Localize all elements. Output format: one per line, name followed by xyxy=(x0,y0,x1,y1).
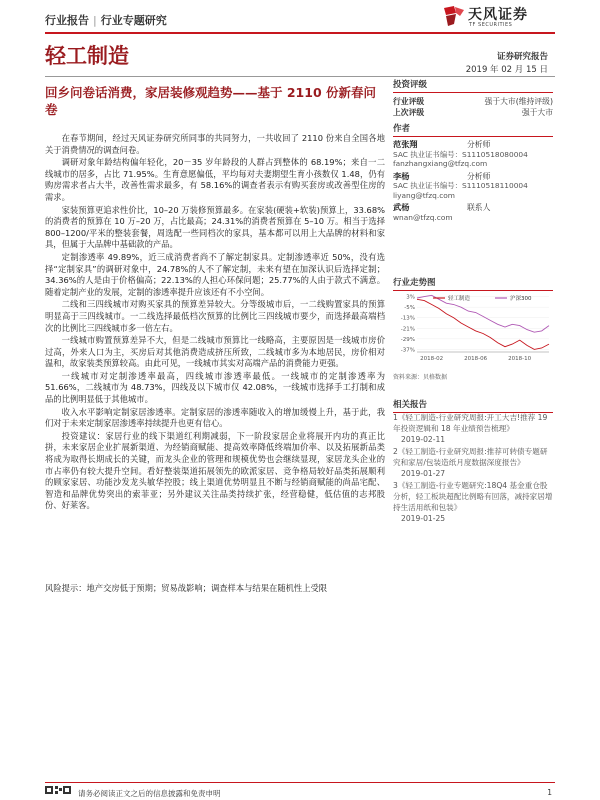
last-rating-label: 上次评级 xyxy=(393,108,425,117)
page-number: 1 xyxy=(547,788,552,797)
paragraph-budget: 家装预算更追求性价比，10–20 万装修预算最多。在家装(硬装+软装)预算上，33.68%的消费者的预算在 10 万–20 万，占比最高；24.31%的消费者预算在 5–10 万。相当于选择 800–1200/平米的整装套餐，周选配一些同档次的家具，基本都可以用上大品牌的材料和家具，但属于大品牌中基础款的产品。 xyxy=(45,204,385,250)
analyst-entry xyxy=(393,172,553,201)
related-reports-list xyxy=(393,412,553,525)
paragraph-customization: 定制渗透率 49.89%，近三成消费者尚不了解定制家具。定制渗透率近 50%，没有选择“定制家具”的调研对象中，24.78%的人不了解定制，未来有望在加深认识后选择定制；34.36%的人是由于价格偏高；22.13%的人担心环保问题；25.77%的人由于款式不满意。随着定制产业的发展，定制的渗透率提升应该还有不小空间。 xyxy=(45,251,385,297)
report-category-label: 行业报告 xyxy=(45,14,89,27)
report-subcategory-label: 行业专题研究 xyxy=(100,14,167,27)
related-report-date: 2019-01-27 xyxy=(401,469,446,478)
legend-label: 沪深300 xyxy=(510,296,532,302)
y-tick-label: -13% xyxy=(400,315,415,322)
related-report-item[interactable] xyxy=(393,412,553,445)
analyst-role: 分析师 xyxy=(467,140,491,149)
paragraph-income: 收入水平影响定制家居渗透率。定制家居的渗透率随收入的增加缓慢上升，基于此，我们对于未来定制家居渗透率持续提升也更有信心。 xyxy=(45,406,385,429)
related-report-title[interactable]: 3《轻工制造-行业专题研究:18Q4 基金重仓股分析，轻工板块超配比例略有回落，减持家居增持生活用纸和包装》 xyxy=(393,481,553,512)
analyst-cert: SAC 执业证书编号：S1110518110004 xyxy=(393,181,528,190)
analyst-role: 分析师 xyxy=(467,171,491,181)
analyst-cert: SAC 执业证书编号：S1110518080004 xyxy=(393,149,528,159)
trend-section-title: 行业走势图 xyxy=(393,276,553,291)
related-report-title[interactable]: 2《轻工制造-行业研究周报:推荐可转债专题研究和家居/包装造纸月度数据深度报告》 xyxy=(393,447,548,467)
paragraph-intro: 在春节期间，经过天风证券研究所同事的共同努力，一共收回了 2110 份来自全国各地关于消费情况的调查问卷。 xyxy=(45,133,385,155)
analysts-section-title: 作者 xyxy=(393,122,553,137)
paragraph-penetration: 一线城市对定制渗透率最高，四线城市渗透率最低。一线城市的定制渗透率为 51.66%，二线城市为 48.73%，四线及以下城市仅 42.08%，一线城市选择手工打制和成品的比例明显低于其他城市。 xyxy=(45,370,385,405)
logo-subtext: TF SECURITIES xyxy=(469,22,513,28)
report-subtitle: 回乡问卷话消费，家居装修观趋势——基于 2110 份新春问卷 xyxy=(45,85,376,117)
y-tick-label: 3% xyxy=(406,294,415,301)
analyst-name: 李杨 xyxy=(393,170,410,181)
footer-qr-icon xyxy=(45,786,71,795)
x-tick-label: 2018-06 xyxy=(464,356,488,362)
trend-chart-svg xyxy=(393,290,553,368)
industry-rating-value: 强于大市(维持评级) xyxy=(484,97,553,106)
report-category: 行业报告 | 行业专题研究 xyxy=(45,14,167,27)
related-report-item[interactable] xyxy=(393,480,553,524)
title-divider xyxy=(45,76,555,77)
footer-disclaimer: 请务必阅读正文之后的信息披露和免责申明 xyxy=(78,789,221,798)
risk-warning: 风险提示：地产交房低于预期；贸易战影响；调查样本与结果在随机性上受限 xyxy=(45,583,328,593)
paragraph-tier1-vs-tier2: 一线城市购置预算差异不大，但是二线城市预算比一线略高，主要原因是一线城市房价过高，外来人口为主，买房后对其他消费造成挤压所致，二线城市多为本地居民，房价相对温和，故家装类预算较高。由此可见，一线城市其实对高端产品的消费能力更强。 xyxy=(45,335,385,369)
tf-securities-logo xyxy=(442,2,552,32)
industry-trend-chart xyxy=(393,290,553,368)
header-divider xyxy=(45,32,555,34)
paragraph-demographics: 调研对象年龄结构偏年轻化，20－35 岁年龄段的人群占到整体的 68.19%；来自一二线城市的居多，占比 71.95%。生育意愿偏低，平均每对夫妻期望生育小孩数仅 1.48，仍有购房需求者占大半，改善性需求最多，有 58.16%的调查者表示有购买套房或改善型住房的需求。 xyxy=(45,157,385,202)
related-section xyxy=(393,398,553,413)
report-date: 2019 年 02 月 15 日 xyxy=(465,65,548,75)
y-tick-label: -21% xyxy=(400,326,415,333)
analyst-entry xyxy=(393,203,553,222)
trend-section xyxy=(393,276,553,291)
paragraph-investment: 投资建议：家居行业的线下渠道红利期减弱，下一阶段家居企业将展开内功的真正比拼，未来家居企业扩展新渠道、为经销商赋能、提高效率降低终端加价率、以及拓展新品类将成为取得长期成长的关键，而龙头企业的管理和规模优势也会继续显现，家居龙头企业的市占率仍有较大提升空间。看好整装渠道拓展领先的欧派家居、竞争格局较好品类拓展顺利的顾家家居、功能沙发龙头敏华控股；线上渠道优势明显且不断与经销商赋能的尚品宅配、智造和品牌优势突出的索菲亚；另外建议关注品类持续扩张，经营稳健，低估值的志邦股份、好莱客。 xyxy=(45,430,385,511)
chart-source: 资料来源：贝格数据 xyxy=(393,374,448,381)
analysts-section xyxy=(393,122,553,222)
rating-section-title: 投资评级 xyxy=(393,78,553,93)
last-rating-value: 强于大市 xyxy=(521,108,553,117)
analyst-role: 联系人 xyxy=(467,203,491,212)
y-tick-label: -5% xyxy=(404,305,415,312)
main-body xyxy=(45,133,385,513)
page-title: 轻工制造 xyxy=(45,43,129,68)
report-type: 证券研究报告 xyxy=(496,52,548,62)
tf-logo-icon xyxy=(442,4,466,28)
analyst-email[interactable]: fanzhangxiang@tfzq.com xyxy=(393,159,488,168)
last-rating-row xyxy=(393,107,553,118)
related-report-date: 2019-01-25 xyxy=(401,514,446,523)
logo-text: 天风证券 xyxy=(468,7,528,23)
y-tick-label: -37% xyxy=(400,347,415,354)
analyst-name: 范张翔 xyxy=(393,139,418,149)
y-tick-label: -29% xyxy=(400,336,415,343)
footer-divider xyxy=(45,782,555,783)
legend-label: 轻工制造 xyxy=(448,296,471,302)
analyst-email[interactable]: liyang@tfzq.com xyxy=(393,190,455,200)
analyst-entry xyxy=(393,140,553,169)
related-report-title[interactable]: 1《轻工制造-行业研究周报:开工大吉!推荐 19 年投资逻辑和 18 年业绩预告梳理》 xyxy=(393,413,548,433)
paragraph-city-tiers: 二线和三四线城市对购买家具的预算差异较大。分等级城市后，一二线购置家具的预算明显高于三四线城市。一二线选择最低档次预算的比例比三四线城市要少，而选择最高端档次的比例比三四线城市多一倍左右。 xyxy=(45,299,385,333)
industry-rating-row xyxy=(393,96,553,107)
related-section-title: 相关报告 xyxy=(393,398,553,413)
industry-rating-label: 行业评级 xyxy=(393,97,425,106)
series-line xyxy=(417,299,549,349)
x-tick-label: 2018-10 xyxy=(508,356,532,362)
rating-section xyxy=(393,78,553,118)
analyst-email[interactable]: wnan@tfzq.com xyxy=(393,212,453,222)
related-report-date: 2019-02-11 xyxy=(401,435,446,444)
analyst-name: 武杨 xyxy=(393,202,410,212)
x-tick-label: 2018-02 xyxy=(420,356,444,362)
related-report-item[interactable] xyxy=(393,446,553,479)
